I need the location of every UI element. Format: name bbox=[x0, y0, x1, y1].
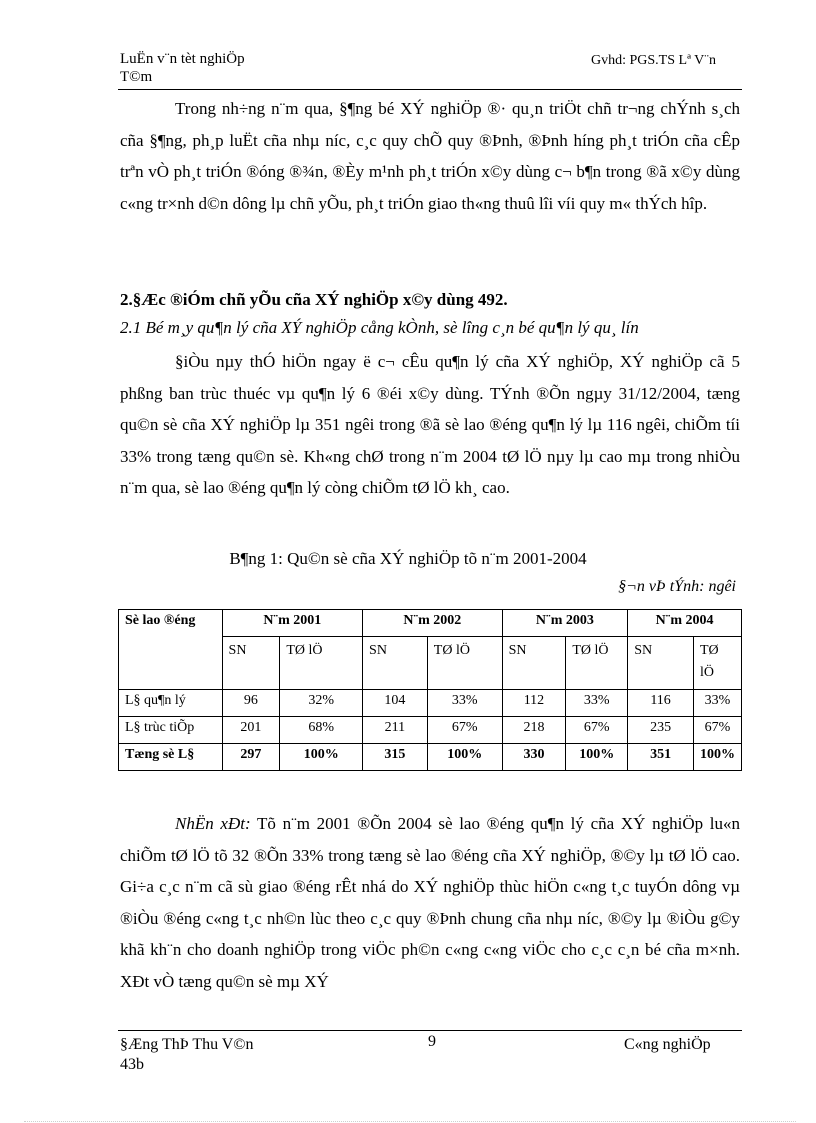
table-subheader-ratio: TØ lÖ bbox=[280, 637, 363, 690]
header-left-line2: T©m bbox=[120, 69, 153, 85]
footer-divider bbox=[118, 1030, 742, 1031]
table-cell: 330 bbox=[502, 744, 566, 771]
table-subheader-ratio: TØ lÖ bbox=[566, 637, 628, 690]
table-subheader-ratio-part1: TØ bbox=[699, 643, 719, 658]
table-cell: 315 bbox=[363, 744, 428, 771]
table-subheader-ratio bbox=[693, 637, 741, 690]
table-subheader-sn: SN bbox=[363, 637, 428, 690]
footer-author bbox=[120, 1035, 254, 1075]
table-year-header: N¨m 2003 bbox=[502, 610, 628, 637]
section-title: 2.§Æc ®iÓm chñ yÕu cña XÝ nghiÖp x©y dùng 492. bbox=[120, 290, 508, 309]
table-cell: 33% bbox=[693, 690, 741, 717]
footer-major: C«ng nghiÖp bbox=[624, 1036, 711, 1053]
table-cell: 211 bbox=[363, 717, 428, 744]
table-cell: 100% bbox=[427, 744, 502, 771]
table-cell: 100% bbox=[566, 744, 628, 771]
table-corner-header: Sè lao ®éng bbox=[119, 610, 223, 690]
table-subheader-sn: SN bbox=[502, 637, 566, 690]
remark-lead: NhËn xÐt: bbox=[175, 814, 251, 833]
table-row-label: Tæng sè L§ bbox=[119, 744, 223, 771]
page-number: 9 bbox=[428, 1033, 436, 1050]
table-cell: 100% bbox=[693, 744, 741, 771]
unit-note: §¬n vÞ tÝnh: ngêi bbox=[618, 578, 736, 595]
table-cell: 68% bbox=[280, 717, 363, 744]
page-bottom-divider bbox=[24, 1121, 796, 1122]
table-subheader-ratio-part2: lÖ bbox=[699, 665, 714, 680]
header-divider bbox=[118, 89, 742, 90]
table-row-label: L§ trùc tiÕp bbox=[119, 717, 223, 744]
table-year-header: N¨m 2004 bbox=[628, 610, 742, 637]
paragraph-2: §iÒu nµy thÓ hiÖn ngay ë c¬ cÊu qu¶n lý cña XÝ nghiÖp, XÝ nghiÖp cã 5 phßng ban trùc thuéc vµ qu¶n lý 6 ®éi x©y dùng. TÝnh ®Õn ngµy 31/12/2004, tæng qu©n sè cña XÝ nghiÖp lµ 351 ngêi trong ®ã sè lao ®éng qu¶n lý lµ 116 ngêi, chiÕm tíi 33% trong tæng qu©n sè. Kh«ng chØ trong n¨m 2004 tØ lÖ nµy lµ cao mµ trong nhiÒu n¨m qua, sè lao ®éng qu¶n lý còng chiÕm tØ lÖ kh¸ cao. bbox=[120, 352, 740, 497]
table-subheader-sn: SN bbox=[628, 637, 694, 690]
header-thesis-title bbox=[120, 50, 245, 86]
table-cell: 201 bbox=[222, 717, 280, 744]
paragraph-3 bbox=[120, 808, 740, 997]
table-row-label: L§ qu¶n lý bbox=[119, 690, 223, 717]
header-supervisor: Gvhd: PGS.TS Lª V¨n bbox=[591, 53, 716, 68]
table-subheader-ratio: TØ lÖ bbox=[427, 637, 502, 690]
table-cell: 100% bbox=[280, 744, 363, 771]
table-subheader-sn: SN bbox=[222, 637, 280, 690]
paragraph-1: Trong nh÷ng n¨m qua, §¶ng bé XÝ nghiÖp ®· qu¸n triÖt chñ tr¬ng chÝnh s¸ch cña §¶ng, ph¸p luËt cña nhµ níc, c¸c quy chÕ quy ®Þnh, ®Þnh híng ph¸t triÓn cña cÊp trªn vÒ ph¸t triÓn ®óng ®¾n, ®Èy m¹nh ph¸t triÓn x©y dùng c¬ b¶n trong ®ã x©y dùng c«ng tr×nh d©n dông lµ chñ yÕu, ph¸t triÓn giao th«ng thuû lîi víi quy m« thÝch hîp. bbox=[120, 99, 740, 213]
header-left-line1: LuËn v¨n tèt nghiÖp bbox=[120, 51, 245, 67]
remark-text: Tõ n¨m 2001 ®Õn 2004 sè lao ®éng qu¶n lý cña XÝ nghiÖp lu«n chiÕm tØ lÖ tõ 32 ®Õn 33% trong tæng sè lao ®éng cña XÝ nghiÖp, ®©y lµ tØ lÖ cao. Gi÷a c¸c n¨m cã sù giao ®éng rÊt nhá do XÝ nghiÖp thùc hiÖn c«ng t¸c tuyÓn dông vµ ®iÒu ®éng c«ng t¸c nh©n lùc theo c¸c quy ®Þnh chung cña nhµ níc, ®©y lµ ®iÒu g©y khã kh¨n cho doanh nghiÖp trong viÖc ph©n c«ng c«ng viÖc cho c¸c c¸n bé cña m×nh. XÐt vÒ tæng qu©n sè mµ XÝ bbox=[120, 814, 741, 991]
table-cell: 33% bbox=[427, 690, 502, 717]
footer-left-line1: §Æng ThÞ Thu V©n bbox=[120, 1036, 254, 1053]
table-cell: 218 bbox=[502, 717, 566, 744]
table-cell: 112 bbox=[502, 690, 566, 717]
table-cell: 32% bbox=[280, 690, 363, 717]
table-row-management bbox=[119, 690, 742, 717]
table-cell: 351 bbox=[628, 744, 694, 771]
subsection-title: 2.1 Bé m¸y qu¶n lý cña XÝ nghiÖp cång kÒnh, sè lîng c¸n bé qu¶n lý qu¸ lín bbox=[120, 318, 639, 337]
table-cell: 67% bbox=[427, 717, 502, 744]
footer-left-line2: 43b bbox=[120, 1056, 144, 1073]
table-cell: 116 bbox=[628, 690, 694, 717]
table-cell: 67% bbox=[566, 717, 628, 744]
table-caption: B¶ng 1: Qu©n sè cña XÝ nghiÖp tõ n¨m 2001-2004 bbox=[229, 549, 587, 568]
table-cell: 297 bbox=[222, 744, 280, 771]
table-cell: 104 bbox=[363, 690, 428, 717]
table-year-header: N¨m 2001 bbox=[222, 610, 363, 637]
table-row-direct bbox=[119, 717, 742, 744]
table-cell: 235 bbox=[628, 717, 694, 744]
table-header-row bbox=[119, 610, 742, 637]
table-year-header: N¨m 2002 bbox=[363, 610, 503, 637]
table-cell: 96 bbox=[222, 690, 280, 717]
staff-table bbox=[118, 609, 742, 771]
table-cell: 33% bbox=[566, 690, 628, 717]
table-cell: 67% bbox=[693, 717, 741, 744]
table-row-total bbox=[119, 744, 742, 771]
